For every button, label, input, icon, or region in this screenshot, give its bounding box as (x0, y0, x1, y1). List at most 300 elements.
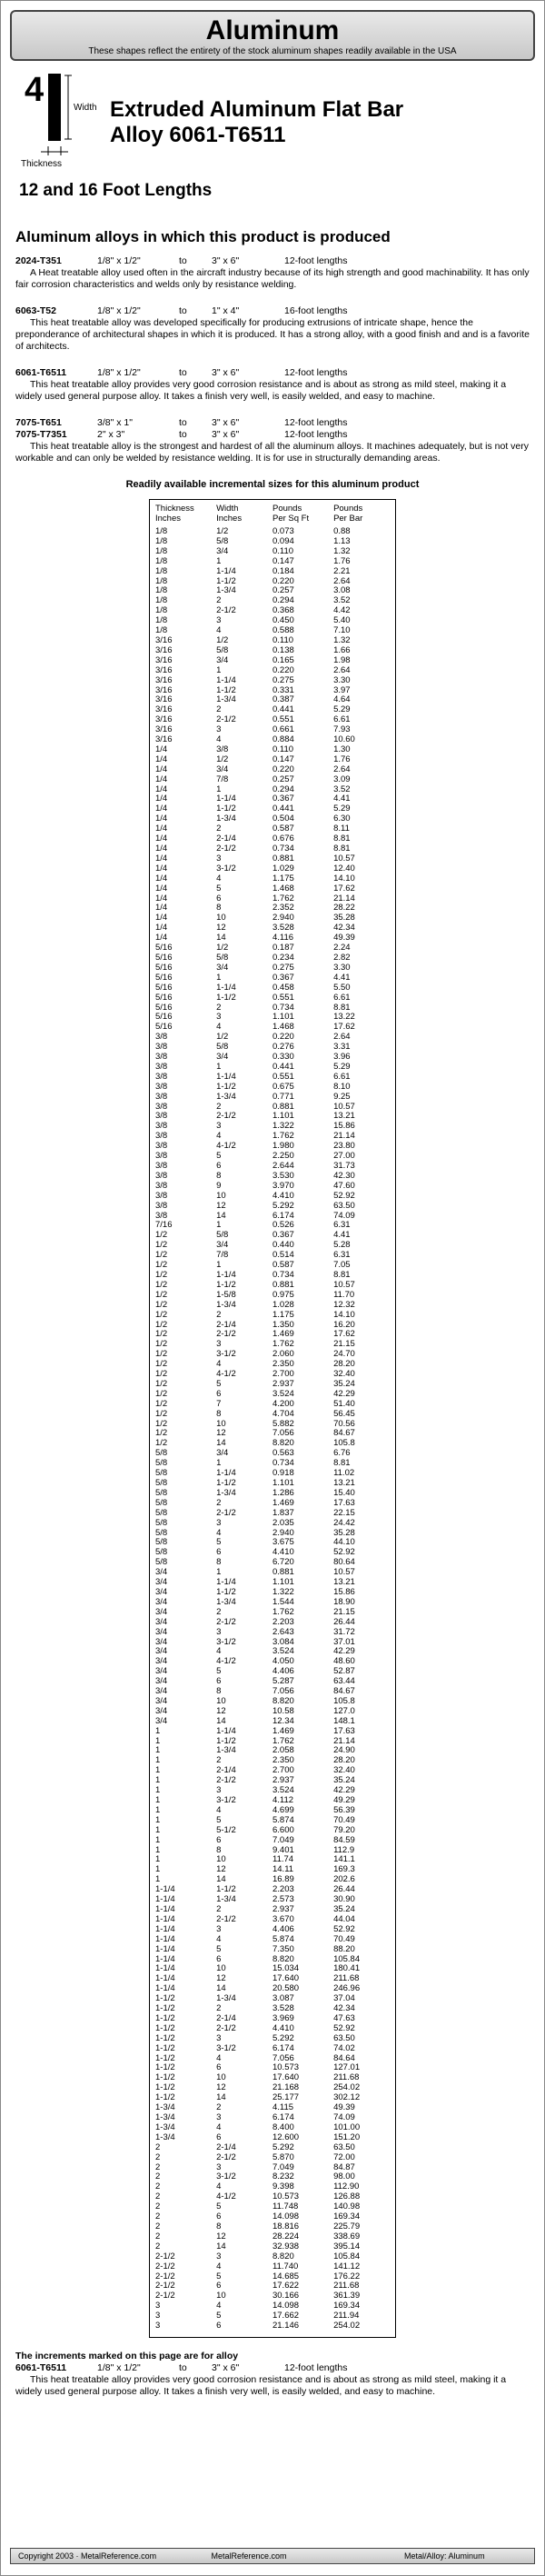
cell-width: 1 (216, 664, 222, 675)
cell-thickness: 1/8 (155, 545, 168, 556)
cell-lbs-per-bar: 141.1 (333, 1854, 355, 1865)
cell-lbs-per-sqft: 0.187 (272, 943, 294, 954)
cell-width: 3-1/2 (216, 863, 236, 874)
cell-thickness: 3 (155, 2321, 161, 2331)
cell-lbs-per-sqft: 1.837 (272, 1507, 294, 1518)
cell-width: 2-1/2 (216, 2152, 236, 2162)
cell-lbs-per-bar: 49.39 (333, 2102, 355, 2113)
cell-thickness: 3/8 (155, 1190, 168, 1201)
cell-lbs-per-bar: 8.81 (333, 1002, 351, 1013)
cell-lbs-per-sqft: 2.937 (272, 1378, 294, 1389)
cell-thickness: 1/2 (155, 1279, 168, 1290)
alloys-list (15, 255, 530, 464)
cell-lbs-per-sqft: 2.940 (272, 913, 294, 924)
cell-width: 5-1/2 (216, 1824, 236, 1835)
cell-lbs-per-sqft: 1.175 (272, 873, 294, 884)
cell-lbs-per-sqft: 3.670 (272, 1913, 294, 1924)
cell-thickness: 1/2 (155, 1359, 168, 1370)
cell-lbs-per-bar: 32.40 (333, 1369, 355, 1380)
cell-thickness: 1/2 (155, 1418, 168, 1429)
cell-thickness: 1-1/2 (155, 2022, 175, 2033)
cell-lbs-per-sqft: 0.734 (272, 1269, 294, 1280)
cell-lbs-per-bar: 395.14 (333, 2241, 361, 2252)
alloys-heading: Aluminum alloys in which this product is produced (15, 228, 391, 245)
alloy-to: to (179, 367, 187, 378)
cell-thickness: 5/8 (155, 1458, 168, 1469)
cell-width: 7 (216, 1398, 222, 1409)
cell-thickness: 1-1/4 (155, 1884, 175, 1895)
cell-lbs-per-bar: 1.76 (333, 555, 351, 566)
cell-width: 3 (216, 724, 222, 735)
table-row (155, 1618, 390, 1628)
cell-width: 1-1/4 (216, 1725, 236, 1736)
cell-lbs-per-sqft: 3.970 (272, 1180, 294, 1191)
cell-lbs-per-bar: 80.64 (333, 1557, 355, 1568)
cell-lbs-per-sqft: 0.734 (272, 844, 294, 854)
cell-width: 2-1/2 (216, 605, 236, 616)
cell-lbs-per-bar: 52.92 (333, 1923, 355, 1934)
bottom-bar (10, 2548, 535, 2564)
cell-thickness: 2 (155, 2152, 161, 2162)
cell-width: 6 (216, 1676, 222, 1687)
cell-thickness: 5/16 (155, 1022, 173, 1033)
cell-lbs-per-sqft: 7.056 (272, 1428, 294, 1439)
cell-width: 12 (216, 1200, 226, 1211)
table-title: Readily available incremental sizes for this aluminum product (125, 479, 420, 490)
table-row (155, 993, 390, 1003)
alloy-line (15, 417, 530, 429)
cell-width: 6 (216, 2212, 222, 2222)
cell-thickness: 1 (155, 1824, 161, 1835)
table-row (155, 676, 390, 686)
cell-thickness: 1/2 (155, 1329, 168, 1340)
table-row (155, 1093, 390, 1103)
cell-width: 1-1/4 (216, 674, 236, 685)
cell-thickness: 1/2 (155, 1309, 168, 1320)
cell-lbs-per-bar: 127.01 (333, 2062, 361, 2073)
cell-thickness: 1/4 (155, 883, 168, 894)
cell-thickness: 2-1/2 (155, 2271, 175, 2281)
cell-lbs-per-bar: 21.14 (333, 893, 355, 904)
alloy-max-size: 3" x 6" (212, 429, 240, 440)
cell-lbs-per-bar: 10.57 (333, 1101, 355, 1112)
cell-lbs-per-bar: 18.90 (333, 1596, 355, 1607)
cell-width: 1-3/4 (216, 1091, 236, 1102)
cell-lbs-per-sqft: 5.292 (272, 2032, 294, 2043)
cell-lbs-per-bar: 16.20 (333, 1319, 355, 1330)
cell-lbs-per-bar: 5.29 (333, 1061, 351, 1072)
cell-lbs-per-sqft: 30.166 (272, 2291, 300, 2301)
cell-width: 1-3/4 (216, 1745, 236, 1756)
cell-thickness: 1/2 (155, 1369, 168, 1380)
cell-lbs-per-sqft: 8.820 (272, 2251, 294, 2261)
cell-width: 4 (216, 2052, 222, 2063)
cell-lbs-per-bar: 202.6 (333, 1874, 355, 1885)
cell-thickness: 1/4 (155, 933, 168, 944)
cell-width: 3/4 (216, 962, 229, 973)
cell-lbs-per-sqft: 8.820 (272, 1695, 294, 1706)
cell-thickness: 3/16 (155, 644, 173, 655)
cell-width: 14 (216, 933, 226, 944)
cell-lbs-per-bar: 5.29 (333, 804, 351, 814)
cell-width: 3/4 (216, 1240, 229, 1251)
cell-thickness: 1 (155, 1755, 161, 1766)
cell-lbs-per-sqft: 0.138 (272, 644, 294, 655)
cell-lbs-per-sqft: 3.524 (272, 1388, 294, 1399)
cell-thickness: 1-1/4 (155, 1913, 175, 1924)
cell-lbs-per-bar: 63.50 (333, 2142, 355, 2152)
cell-lbs-per-sqft: 3.087 (272, 1993, 294, 2004)
alloy-to: to (179, 255, 187, 266)
cell-lbs-per-sqft: 1.468 (272, 883, 294, 894)
cell-lbs-per-sqft: 0.257 (272, 774, 294, 784)
cell-lbs-per-sqft: 6.174 (272, 2042, 294, 2053)
cell-width: 5/8 (216, 1042, 229, 1053)
cell-lbs-per-sqft: 1.544 (272, 1596, 294, 1607)
cell-lbs-per-sqft: 7.049 (272, 1834, 294, 1845)
cell-lbs-per-bar: 42.34 (333, 2003, 355, 2014)
cell-lbs-per-sqft: 0.387 (272, 694, 294, 705)
table-row (155, 1519, 390, 1529)
page-title: Aluminum (205, 15, 340, 45)
cell-lbs-per-sqft: 1.028 (272, 1299, 294, 1310)
cell-thickness: 1/4 (155, 764, 168, 774)
cell-width: 5/8 (216, 644, 229, 655)
cell-lbs-per-bar: 2.64 (333, 575, 351, 586)
cell-thickness: 3/8 (155, 1042, 168, 1053)
cell-width: 4-1/2 (216, 2192, 236, 2202)
cell-lbs-per-bar: 7.10 (333, 625, 351, 636)
cell-lbs-per-sqft: 1.175 (272, 1309, 294, 1320)
cell-thickness: 5/16 (155, 1012, 173, 1023)
thickness-label: Thickness (21, 159, 63, 169)
cell-lbs-per-sqft: 3.675 (272, 1537, 294, 1548)
cell-lbs-per-bar: 112.90 (333, 2182, 360, 2192)
cell-lbs-per-bar: 4.41 (333, 972, 351, 983)
cell-lbs-per-sqft: 0.294 (272, 784, 294, 794)
alloy-length: 16-foot lengths (284, 305, 348, 316)
cell-lbs-per-bar: 8.11 (333, 824, 350, 834)
cell-lbs-per-bar: 105.8 (333, 1695, 355, 1706)
cell-lbs-per-sqft: 28.224 (272, 2231, 300, 2242)
cell-width: 1-3/4 (216, 1894, 236, 1905)
alloy-max-size: 3" x 6" (212, 255, 240, 266)
cell-width: 1-1/2 (216, 575, 236, 586)
cell-width: 14 (216, 2092, 226, 2103)
alloy-description: This heat treatable alloy provides very good corrosion resistance and is about as strong as mild steel, making it a widely used general purpose alloy. It takes a finish very well, is easily welded, and easy to machine. (15, 379, 507, 402)
cell-width: 1-1/4 (216, 565, 236, 576)
cell-thickness: 3/8 (155, 1091, 168, 1102)
cell-width: 10 (216, 1963, 226, 1974)
cell-width: 3/8 (216, 744, 229, 754)
table-row (155, 2321, 390, 2331)
cell-lbs-per-bar: 4.64 (333, 694, 351, 705)
cell-lbs-per-bar: 5.40 (333, 615, 351, 626)
cell-thickness: 1-1/2 (155, 2032, 175, 2043)
cell-lbs-per-bar: 37.04 (333, 1993, 355, 2004)
cell-thickness: 3/4 (155, 1666, 168, 1677)
cell-width: 1-3/4 (216, 1299, 236, 1310)
cell-thickness: 1/8 (155, 605, 168, 616)
cell-width: 14 (216, 1715, 226, 1726)
cell-lbs-per-sqft: 0.514 (272, 1250, 294, 1261)
cell-thickness: 3/8 (155, 1081, 168, 1092)
cell-width: 9 (216, 1180, 222, 1191)
cell-lbs-per-bar: 98.00 (333, 2172, 355, 2182)
cell-lbs-per-sqft: 4.200 (272, 1398, 294, 1409)
cell-lbs-per-sqft: 2.350 (272, 1755, 294, 1766)
cell-lbs-per-sqft: 4.115 (272, 2102, 294, 2113)
column-header-line1: Pounds (333, 504, 363, 514)
cell-thickness: 5/16 (155, 982, 173, 993)
cell-thickness: 1/4 (155, 913, 168, 924)
cell-lbs-per-sqft: 1.469 (272, 1329, 294, 1340)
cell-lbs-per-sqft: 14.098 (272, 2212, 300, 2222)
cell-width: 5/8 (216, 952, 229, 963)
table-row (155, 1727, 390, 1737)
cell-thickness: 1/2 (155, 1349, 168, 1360)
cell-width: 3 (216, 1012, 222, 1023)
cell-width: 1-1/2 (216, 1081, 236, 1092)
cell-lbs-per-sqft: 10.573 (272, 2062, 300, 2073)
cell-lbs-per-sqft: 0.367 (272, 1230, 294, 1241)
cell-lbs-per-sqft: 0.110 (272, 634, 294, 645)
cell-width: 14 (216, 1874, 226, 1885)
cell-width: 2-1/4 (216, 2142, 236, 2152)
site-link[interactable]: MetalReference.com (211, 2551, 287, 2561)
table-row (155, 1945, 390, 1955)
cell-lbs-per-bar: 180.41 (333, 1963, 361, 1974)
cell-lbs-per-sqft: 11.748 (272, 2202, 299, 2212)
cell-lbs-per-bar: 254.02 (333, 2082, 361, 2093)
cell-lbs-per-sqft: 0.975 (272, 1289, 294, 1300)
cell-thickness: 1/2 (155, 1428, 168, 1439)
table-row (155, 2153, 390, 2163)
cell-lbs-per-sqft: 1.762 (272, 1735, 294, 1746)
cell-thickness: 1/4 (155, 794, 168, 804)
cell-lbs-per-bar: 148.1 (333, 1715, 355, 1726)
cell-lbs-per-sqft: 0.330 (272, 1052, 294, 1063)
cell-thickness: 5/16 (155, 943, 173, 954)
cell-width: 5 (216, 1378, 222, 1389)
cell-lbs-per-sqft: 1.101 (272, 1111, 294, 1122)
cell-width: 2-1/2 (216, 2022, 236, 2033)
cell-thickness: 1/2 (155, 1319, 168, 1330)
cell-lbs-per-bar: 6.61 (333, 992, 351, 1003)
cell-lbs-per-sqft: 0.587 (272, 1260, 294, 1271)
cell-thickness: 3/4 (155, 1656, 168, 1667)
cell-width: 1-1/2 (216, 1884, 236, 1895)
cell-thickness: 1-1/4 (155, 1953, 175, 1964)
alloy-name: 6061-T6511 (15, 367, 67, 378)
cell-width: 1/2 (216, 754, 229, 764)
cell-width: 5 (216, 883, 222, 894)
cell-thickness: 1 (155, 1775, 161, 1786)
cell-lbs-per-sqft: 32.938 (272, 2241, 300, 2252)
cell-width: 4 (216, 2182, 222, 2192)
table-row (155, 983, 390, 993)
cell-lbs-per-bar: 112.9 (333, 1844, 355, 1855)
cell-thickness: 1 (155, 1844, 161, 1855)
cell-lbs-per-sqft: 5.292 (272, 1200, 294, 1211)
cell-lbs-per-bar: 0.88 (333, 526, 351, 536)
cell-thickness: 1-1/2 (155, 2072, 175, 2083)
cell-thickness: 1/2 (155, 1240, 168, 1251)
cell-lbs-per-sqft: 0.526 (272, 1220, 294, 1231)
cell-width: 4 (216, 2301, 222, 2311)
cell-lbs-per-sqft: 0.220 (272, 1032, 294, 1043)
cell-lbs-per-sqft: 0.184 (272, 565, 294, 576)
thickness-marker: 4 (25, 71, 45, 109)
cell-lbs-per-bar: 13.21 (333, 1111, 355, 1122)
cell-lbs-per-sqft: 6.600 (272, 1824, 294, 1835)
cell-lbs-per-sqft: 2.035 (272, 1517, 294, 1528)
cell-thickness: 5/8 (155, 1448, 168, 1459)
cell-thickness: 1-1/2 (155, 2082, 175, 2093)
cell-thickness: 1-3/4 (155, 2102, 175, 2113)
cell-width: 8 (216, 1844, 222, 1855)
product-title-line1: Extruded Aluminum Flat Bar (110, 97, 404, 122)
cell-width: 3-1/2 (216, 1795, 236, 1805)
cell-thickness: 1 (155, 1814, 161, 1825)
cell-width: 12 (216, 1428, 226, 1439)
cell-width: 10 (216, 1854, 226, 1865)
cell-width: 3 (216, 1923, 222, 1934)
alloy-name: 7075-T7351 (15, 429, 67, 440)
cell-lbs-per-sqft: 0.661 (272, 724, 294, 735)
cell-lbs-per-bar: 49.29 (333, 1795, 355, 1805)
cell-thickness: 1 (155, 1834, 161, 1845)
cell-lbs-per-bar: 3.09 (333, 774, 351, 784)
cell-lbs-per-bar: 140.98 (333, 2202, 361, 2212)
cell-width: 2 (216, 1309, 222, 1320)
cell-thickness: 1/4 (155, 923, 168, 934)
cell-lbs-per-sqft: 3.969 (272, 2012, 294, 2023)
cell-width: 3-1/2 (216, 1349, 236, 1360)
cell-lbs-per-sqft: 0.450 (272, 615, 294, 626)
cell-lbs-per-sqft: 4.116 (272, 933, 294, 944)
cell-lbs-per-sqft: 8.400 (272, 2122, 294, 2132)
cell-thickness: 1/4 (155, 824, 168, 834)
cell-width: 4 (216, 2122, 222, 2132)
cell-lbs-per-bar: 42.29 (333, 1388, 355, 1399)
cell-thickness: 3/4 (155, 1577, 168, 1588)
cell-width: 5 (216, 2202, 222, 2212)
cell-lbs-per-sqft: 10.573 (272, 2192, 300, 2202)
cell-width: 1-1/2 (216, 1586, 236, 1597)
cell-width: 3/4 (216, 545, 229, 556)
product-block (10, 72, 535, 208)
cell-lbs-per-bar: 3.08 (333, 585, 351, 596)
cell-width: 10 (216, 1418, 226, 1429)
cell-lbs-per-sqft: 4.410 (272, 2022, 294, 2033)
cell-lbs-per-sqft: 1.029 (272, 863, 294, 874)
product-title-line2: Alloy 6061-T6511 (110, 123, 286, 147)
cell-lbs-per-bar: 105.84 (333, 2251, 361, 2261)
cell-lbs-per-bar: 2.82 (333, 952, 351, 963)
cell-width: 12 (216, 2231, 226, 2242)
cell-lbs-per-sqft: 4.050 (272, 1656, 294, 1667)
cell-lbs-per-bar: 141.12 (333, 2261, 361, 2271)
cell-width: 12 (216, 923, 226, 934)
cell-lbs-per-bar: 52.92 (333, 1190, 355, 1201)
alloy-to: to (179, 417, 187, 428)
cell-thickness: 3/4 (155, 1705, 168, 1716)
cell-thickness: 1/4 (155, 903, 168, 914)
cell-thickness: 1/4 (155, 863, 168, 874)
cell-lbs-per-sqft: 0.331 (272, 684, 294, 695)
cell-width: 5/8 (216, 1230, 229, 1241)
table-row (155, 775, 390, 785)
cell-lbs-per-sqft: 5.874 (272, 1933, 294, 1944)
cell-thickness: 1/2 (155, 1289, 168, 1300)
cell-lbs-per-bar: 35.24 (333, 1903, 355, 1914)
cell-lbs-per-sqft: 0.881 (272, 1101, 294, 1112)
cell-thickness: 3/16 (155, 664, 173, 675)
cell-thickness: 2 (155, 2231, 161, 2242)
cell-width: 8 (216, 903, 222, 914)
cell-width: 5 (216, 1537, 222, 1548)
cell-lbs-per-sqft: 17.640 (272, 1973, 300, 1984)
cell-width: 3 (216, 2162, 222, 2172)
cell-width: 2 (216, 1101, 222, 1112)
cell-thickness: 1/2 (155, 1250, 168, 1261)
cell-lbs-per-bar: 49.39 (333, 933, 355, 944)
cell-lbs-per-sqft: 6.174 (272, 1210, 294, 1221)
cell-lbs-per-sqft: 0.881 (272, 853, 294, 864)
cell-width: 4 (216, 1131, 222, 1142)
cell-lbs-per-bar: 79.20 (333, 1824, 355, 1835)
cell-width: 3 (216, 1121, 222, 1132)
cell-width: 1-1/4 (216, 982, 236, 993)
cell-lbs-per-sqft: 4.704 (272, 1408, 294, 1419)
cell-thickness: 1-1/4 (155, 1943, 175, 1954)
cell-thickness: 1/2 (155, 1269, 168, 1280)
cell-width: 12 (216, 1705, 226, 1716)
cell-lbs-per-sqft: 0.734 (272, 1458, 294, 1469)
cell-width: 4 (216, 1933, 222, 1944)
cell-thickness: 5/16 (155, 972, 173, 983)
cell-width: 2 (216, 1606, 222, 1617)
table-row (155, 1836, 390, 1846)
cell-lbs-per-sqft: 6.720 (272, 1557, 294, 1568)
cell-width: 6 (216, 2062, 222, 2073)
cell-width: 6 (216, 2321, 222, 2331)
cell-thickness: 3/8 (155, 1200, 168, 1211)
cell-lbs-per-sqft: 0.220 (272, 764, 294, 774)
cell-lbs-per-sqft: 0.234 (272, 952, 294, 963)
cell-lbs-per-bar: 2.64 (333, 764, 351, 774)
table-row (155, 2044, 390, 2054)
cell-lbs-per-bar: 31.73 (333, 1161, 355, 1171)
table-row (155, 1509, 390, 1519)
table-row (155, 666, 390, 676)
cell-width: 1-1/4 (216, 1269, 236, 1280)
cell-width: 1-3/4 (216, 694, 236, 705)
cell-thickness: 3/8 (155, 1151, 168, 1162)
cell-width: 4 (216, 1804, 222, 1815)
cell-width: 1-1/2 (216, 684, 236, 695)
cell-lbs-per-bar: 21.15 (333, 1606, 355, 1617)
cell-width: 4 (216, 873, 222, 884)
table-row (155, 2262, 390, 2272)
cell-lbs-per-sqft: 5.882 (272, 1418, 294, 1429)
cell-lbs-per-bar: 21.14 (333, 1131, 355, 1142)
cell-thickness: 1 (155, 1765, 161, 1776)
cell-lbs-per-sqft: 3.524 (272, 1646, 294, 1657)
cell-lbs-per-sqft: 1.322 (272, 1586, 294, 1597)
cell-thickness: 3/4 (155, 1636, 168, 1647)
